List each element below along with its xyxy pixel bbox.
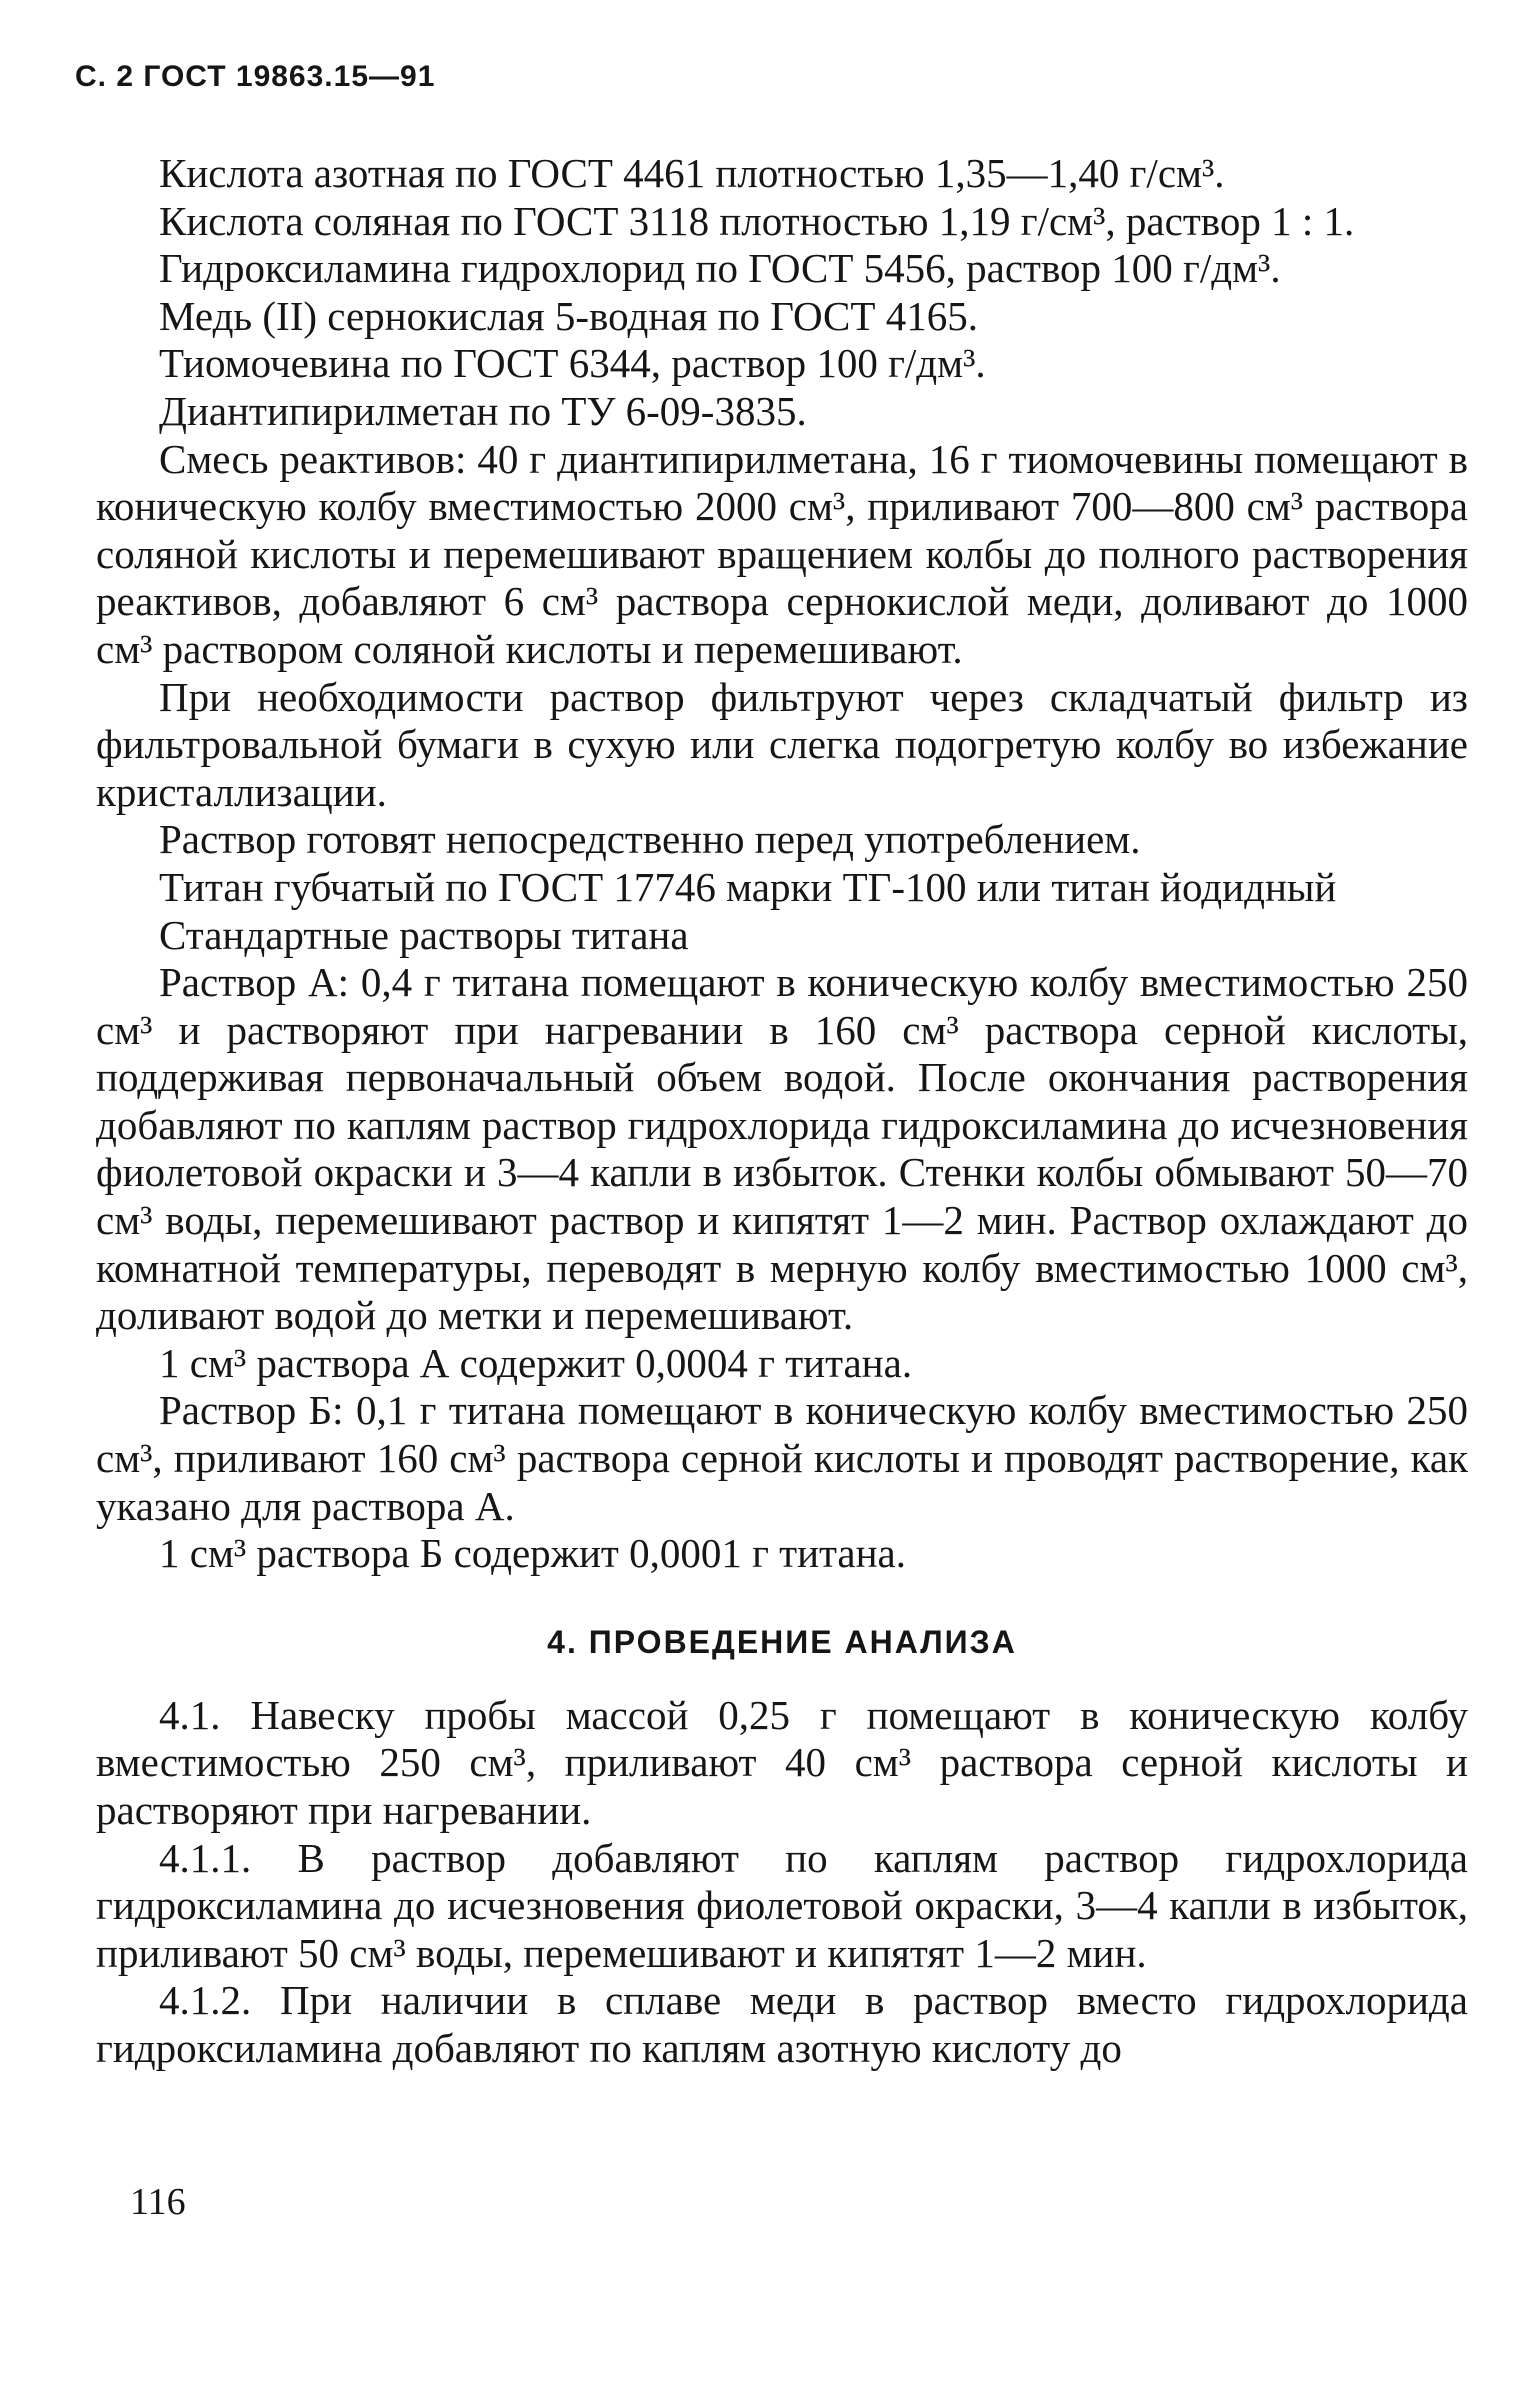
paragraph: Раствор Б: 0,1 г титана помещают в коническую колбу вместимостью 250 см³, приливают 160 см³ раствора серной кислоты и проводят растворение, как указано для раствора А. <box>96 1387 1468 1529</box>
paragraph: Раствор готовят непосредственно перед употреблением. <box>159 816 1141 863</box>
paragraph: Медь (II) сернокислая 5-водная по ГОСТ 4165. <box>159 292 978 339</box>
paragraph: Диантипирилметан по ТУ 6-09-3835. <box>159 387 807 434</box>
paragraph: 4.1.1. В раствор добавляют по каплям раствор гидрохлорида гидроксиламина до исчезновения фиолетовой окраски, 3—4 капли в избыток, приливают 50 см³ воды, перемешивают и кипятят 1—2 мин. <box>96 1834 1468 1976</box>
paragraph: Смесь реактивов: 40 г диантипирилметана, 16 г тиомочевины помещают в коническую колбу вместимостью 2000 см³, приливают 700—800 см³ раствора соляной кислоты и перемешивают вращением колбы до полного растворения реактивов, добавляют 6 см³ раствора сернокислой меди, доливают до 1000 см³ раствором соляной кислоты и перемешивают. <box>96 435 1468 672</box>
page-number: 116 <box>130 2181 186 2223</box>
paragraph: Тиомочевина по ГОСТ 6344, раствор 100 г/дм³. <box>159 340 986 387</box>
paragraph: 1 см³ раствора Б содержит 0,0001 г титана. <box>159 1530 907 1577</box>
paragraph: Гидроксиламина гидрохлорид по ГОСТ 5456, раствор 100 г/дм³. <box>159 245 1281 292</box>
page-header: С. 2 ГОСТ 19863.15—91 <box>75 60 436 93</box>
paragraph: Стандартные растворы титана <box>159 911 689 958</box>
section-title: 4. ПРОВЕДЕНИЕ АНАЛИЗА <box>547 1623 1017 1660</box>
paragraph: Кислота азотная по ГОСТ 4461 плотностью 1,35—1,40 г/см³. <box>159 150 1225 196</box>
paragraph: При необходимости раствор фильтруют через складчатый фильтр из фильтровальной бумаги в сухую или слегка подогретую колбу во избежание кристаллизации. <box>96 673 1468 815</box>
paragraph: Титан губчатый по ГОСТ 17746 марки ТГ-100 или титан йодидный <box>159 863 1337 910</box>
paragraph: 1 см³ раствора А содержит 0,0004 г титана. <box>159 1339 913 1386</box>
paragraph: Кислота соляная по ГОСТ 3118 плотностью 1,19 г/см³, раствор 1 : 1. <box>159 197 1355 244</box>
paragraph: Раствор А: 0,4 г титана помещают в коническую колбу вместимостью 250 см³ и растворяют при нагревании в 160 см³ раствора серной кислоты, поддерживая первоначальный объем водой. После окончания растворения добавляют по каплям раствор гидрохлорида гидроксиламина до исчезновения фиолетовой окраски и 3—4 капли в избыток. Стенки колбы обмывают 50—70 см³ воды, перемешивают раствор и кипятят 1—2 мин. Раствор охлаждают до комнатной температуры, переводят в мерную колбу вместимостью 1000 см³, доливают водой до метки и перемешивают. <box>96 959 1468 1339</box>
paragraph: 4.1.2. При наличии в сплаве меди в раствор вместо гидрохлорида гидроксиламина добавляют по каплям азотную кислоту до <box>96 1977 1468 2071</box>
paragraph: 4.1. Навеску пробы массой 0,25 г помещают в коническую колбу вместимостью 250 см³, приливают 40 см³ раствора серной кислоты и растворяют при нагревании. <box>96 1691 1468 1833</box>
document-body <box>96 150 1468 2073</box>
